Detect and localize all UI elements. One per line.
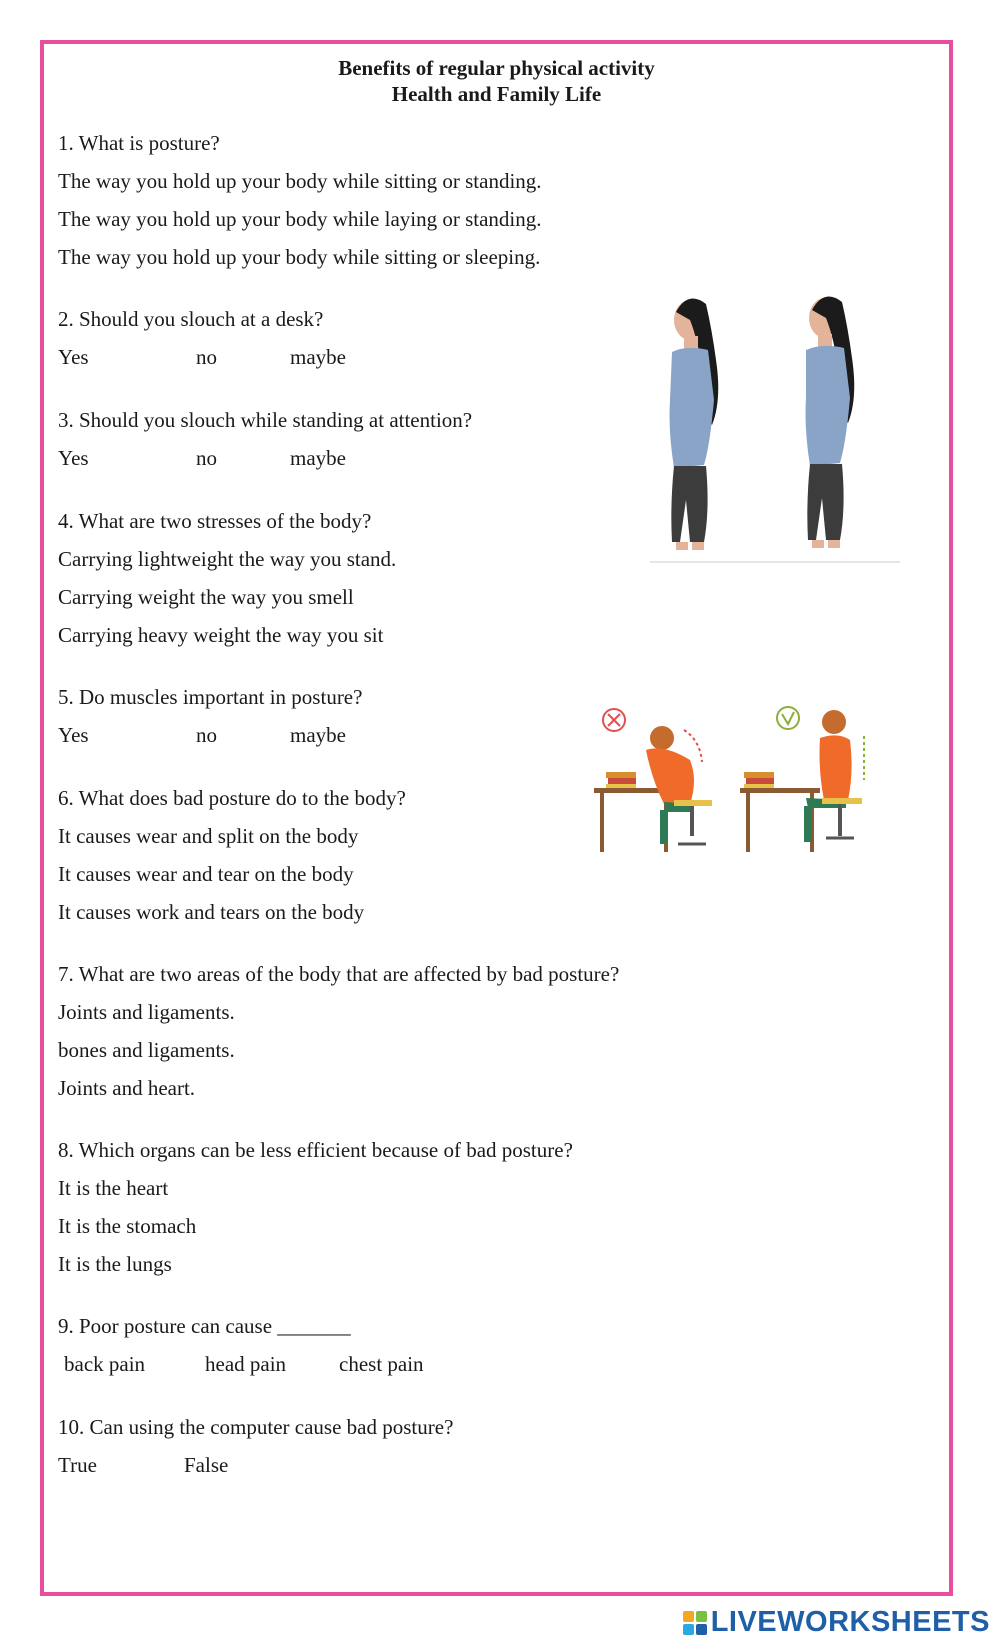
question-1: 1. What is posture? <box>58 131 220 155</box>
q9-option-head-pain[interactable]: head pain <box>205 1352 287 1376</box>
question-10: 10. Can using the computer cause bad posture? <box>58 1415 454 1439</box>
q5-option-maybe[interactable]: maybe <box>290 723 346 747</box>
liveworksheets-logo <box>683 1606 990 1639</box>
question-7: 7. What are two areas of the body that are affected by bad posture? <box>58 962 620 986</box>
brand-name: LIVEWORKSHEETS <box>710 1606 990 1638</box>
q8-option-2[interactable]: It is the stomach <box>58 1214 197 1238</box>
q6-option-1[interactable]: It causes wear and split on the body <box>58 824 359 848</box>
q10-option-true[interactable]: True <box>58 1453 97 1477</box>
q7-option-2[interactable]: bones and ligaments. <box>58 1038 235 1062</box>
upright-student <box>740 710 864 852</box>
woman-figure-2 <box>806 297 855 548</box>
standing-posture-illustration <box>650 290 920 565</box>
q6-option-3[interactable]: It causes work and tears on the body <box>58 900 365 924</box>
q6-option-2[interactable]: It causes wear and tear on the body <box>58 862 354 886</box>
q2-option-yes[interactable]: Yes <box>58 345 89 369</box>
q5-option-yes[interactable]: Yes <box>58 723 89 747</box>
q4-option-2[interactable]: Carrying weight the way you smell <box>58 585 354 609</box>
wrong-posture-icon <box>603 709 625 731</box>
q1-option-1[interactable]: The way you hold up your body while sitting or standing. <box>58 169 542 193</box>
q1-option-2[interactable]: The way you hold up your body while laying or standing. <box>58 207 542 231</box>
q8-option-3[interactable]: It is the lungs <box>58 1252 172 1276</box>
q9-option-back-pain[interactable]: back pain <box>64 1352 146 1376</box>
brand-grid-icon <box>683 1611 707 1635</box>
question-8: 8. Which organs can be less efficient because of bad posture? <box>58 1138 573 1162</box>
question-5: 5. Do muscles important in posture? <box>58 685 363 709</box>
slouching-student <box>594 726 712 852</box>
q4-option-3[interactable]: Carrying heavy weight the way you sit <box>58 623 384 647</box>
q3-option-no[interactable]: no <box>196 446 217 470</box>
q5-option-no[interactable]: no <box>196 723 217 747</box>
q3-option-maybe[interactable]: maybe <box>290 446 346 470</box>
q7-option-1[interactable]: Joints and ligaments. <box>58 1000 235 1024</box>
q9-option-chest-pain[interactable]: chest pain <box>339 1352 424 1376</box>
desk-posture-illustration <box>594 700 894 880</box>
question-3: 3. Should you slouch while standing at attention? <box>58 408 473 432</box>
worksheet-title: Benefits of regular physical activity <box>338 56 655 80</box>
woman-figure-1 <box>670 299 719 550</box>
q10-option-false[interactable]: False <box>184 1453 229 1477</box>
q7-option-3[interactable]: Joints and heart. <box>58 1076 196 1100</box>
q2-option-maybe[interactable]: maybe <box>290 345 346 369</box>
correct-posture-icon <box>777 707 799 729</box>
q1-option-3[interactable]: The way you hold up your body while sitting or sleeping. <box>58 245 541 269</box>
question-2: 2. Should you slouch at a desk? <box>58 307 324 331</box>
worksheet-subtitle: Health and Family Life <box>391 82 602 106</box>
question-9: 9. Poor posture can cause _______ <box>58 1314 351 1338</box>
question-4: 4. What are two stresses of the body? <box>58 509 372 533</box>
question-6: 6. What does bad posture do to the body? <box>58 786 406 810</box>
q4-option-1[interactable]: Carrying lightweight the way you stand. <box>58 547 397 571</box>
q3-option-yes[interactable]: Yes <box>58 446 89 470</box>
q8-option-1[interactable]: It is the heart <box>58 1176 169 1200</box>
q2-option-no[interactable]: no <box>196 345 217 369</box>
